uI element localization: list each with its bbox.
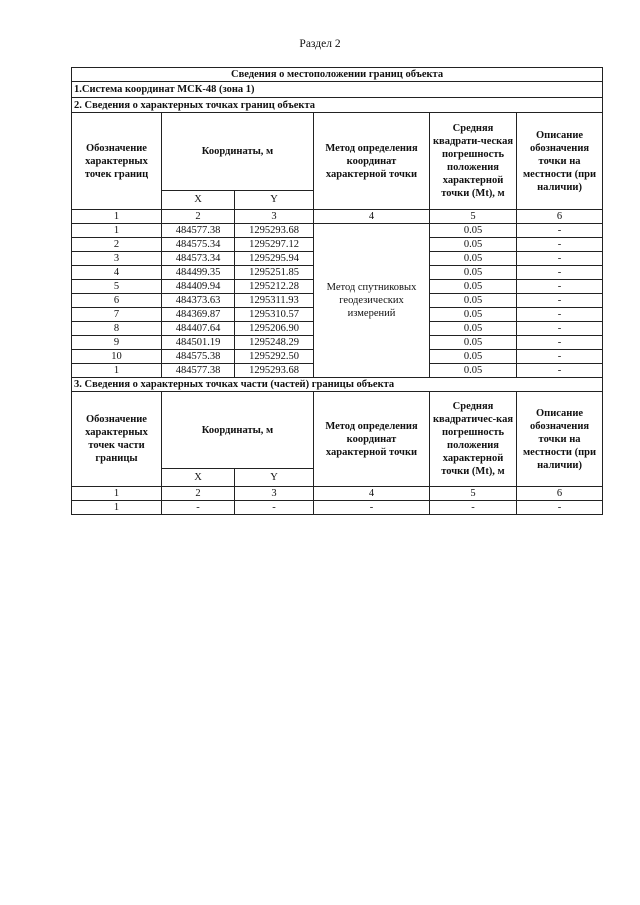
- coord-y: 1295212.28: [235, 280, 314, 294]
- point-id: 5: [72, 280, 162, 294]
- point-id: 1: [72, 224, 162, 238]
- s2-header-accuracy: Средняя квадрати-ческая погрешность положения характерной точки (Mt), м: [430, 113, 517, 210]
- section3-title: 3. Сведения о характерных точках части (частей) границы объекта: [72, 378, 603, 392]
- point-id: 4: [72, 266, 162, 280]
- description: -: [517, 294, 603, 308]
- s2-colnum: 2: [162, 210, 235, 224]
- coord-y: 1295310.57: [235, 308, 314, 322]
- point-id: 2: [72, 238, 162, 252]
- coord-x: 484499.35: [162, 266, 235, 280]
- coord-y: 1295206.90: [235, 322, 314, 336]
- s2-colnum: 6: [517, 210, 603, 224]
- s3-colnum: 6: [517, 487, 603, 501]
- accuracy: 0.05: [430, 224, 517, 238]
- coord-x: 484373.63: [162, 294, 235, 308]
- coord-x: 484369.87: [162, 308, 235, 322]
- point-id: 3: [72, 252, 162, 266]
- s2-header-x: X: [162, 190, 235, 209]
- accuracy: -: [430, 501, 517, 515]
- s3-header-y: Y: [235, 469, 314, 487]
- s3-header-point: Обозначение характерных точек части границы: [72, 392, 162, 487]
- accuracy: 0.05: [430, 308, 517, 322]
- s2-header-y: Y: [235, 190, 314, 209]
- accuracy: 0.05: [430, 336, 517, 350]
- coord-y: 1295293.68: [235, 224, 314, 238]
- section2-title: 2. Сведения о характерных точках границ объекта: [72, 98, 603, 113]
- coord-x: -: [162, 501, 235, 515]
- coord-x: 484409.94: [162, 280, 235, 294]
- s3-header-coords: Координаты, м: [162, 392, 314, 469]
- point-id: 1: [72, 364, 162, 378]
- accuracy: 0.05: [430, 350, 517, 364]
- coord-x: 484577.38: [162, 224, 235, 238]
- description: -: [517, 280, 603, 294]
- coord-x: 484573.34: [162, 252, 235, 266]
- description: -: [517, 238, 603, 252]
- table-row: [72, 501, 603, 515]
- coord-y: 1295292.50: [235, 350, 314, 364]
- coord-y: 1295295.94: [235, 252, 314, 266]
- accuracy: 0.05: [430, 280, 517, 294]
- description: -: [517, 336, 603, 350]
- accuracy: 0.05: [430, 266, 517, 280]
- coord-x: 484407.64: [162, 322, 235, 336]
- description: -: [517, 501, 603, 515]
- method: -: [314, 501, 430, 515]
- s3-header-x: X: [162, 469, 235, 487]
- accuracy: 0.05: [430, 238, 517, 252]
- coord-y: 1295297.12: [235, 238, 314, 252]
- s3-colnum: 1: [72, 487, 162, 501]
- s2-header-method: Метод определения координат характерной точки: [314, 113, 430, 210]
- coord-y: 1295311.93: [235, 294, 314, 308]
- s3-colnum: 3: [235, 487, 314, 501]
- coord-x: 484575.34: [162, 238, 235, 252]
- s3-colnum: 5: [430, 487, 517, 501]
- table-row: [72, 224, 603, 238]
- accuracy: 0.05: [430, 252, 517, 266]
- s2-colnum: 1: [72, 210, 162, 224]
- coord-y: 1295293.68: [235, 364, 314, 378]
- table-title: Сведения о местоположении границ объекта: [72, 68, 603, 82]
- point-id: 8: [72, 322, 162, 336]
- method-cell: Метод спутниковых геодезических измерений: [314, 224, 430, 378]
- s2-colnum: 4: [314, 210, 430, 224]
- point-id: 9: [72, 336, 162, 350]
- coord-system: 1.Система координат МСК-48 (зона 1): [72, 82, 603, 98]
- s3-header-description: Описание обозначения точки на местности (при наличии): [517, 392, 603, 487]
- description: -: [517, 224, 603, 238]
- s3-colnum: 2: [162, 487, 235, 501]
- s2-colnum: 5: [430, 210, 517, 224]
- coord-x: 484501.19: [162, 336, 235, 350]
- point-id: 7: [72, 308, 162, 322]
- coord-y: 1295248.29: [235, 336, 314, 350]
- description: -: [517, 252, 603, 266]
- point-id: 10: [72, 350, 162, 364]
- s2-header-point: Обозначение характерных точек границ: [72, 113, 162, 210]
- boundary-table: [71, 67, 603, 515]
- s3-header-accuracy: Средняя квадратичес-кая погрешность положения характерной точки (Mt), м: [430, 392, 517, 487]
- accuracy: 0.05: [430, 294, 517, 308]
- description: -: [517, 364, 603, 378]
- s2-colnum: 3: [235, 210, 314, 224]
- coord-y: 1295251.85: [235, 266, 314, 280]
- point-id: 1: [72, 501, 162, 515]
- coord-y: -: [235, 501, 314, 515]
- accuracy: 0.05: [430, 364, 517, 378]
- page-title: Раздел 2: [299, 38, 341, 50]
- s2-header-description: Описание обозначения точки на местности (при наличии): [517, 113, 603, 210]
- description: -: [517, 350, 603, 364]
- s2-header-coords: Координаты, м: [162, 113, 314, 191]
- coord-x: 484575.38: [162, 350, 235, 364]
- coord-x: 484577.38: [162, 364, 235, 378]
- accuracy: 0.05: [430, 322, 517, 336]
- s3-header-method: Метод определения координат характерной точки: [314, 392, 430, 487]
- point-id: 6: [72, 294, 162, 308]
- description: -: [517, 322, 603, 336]
- s3-colnum: 4: [314, 487, 430, 501]
- description: -: [517, 266, 603, 280]
- description: -: [517, 308, 603, 322]
